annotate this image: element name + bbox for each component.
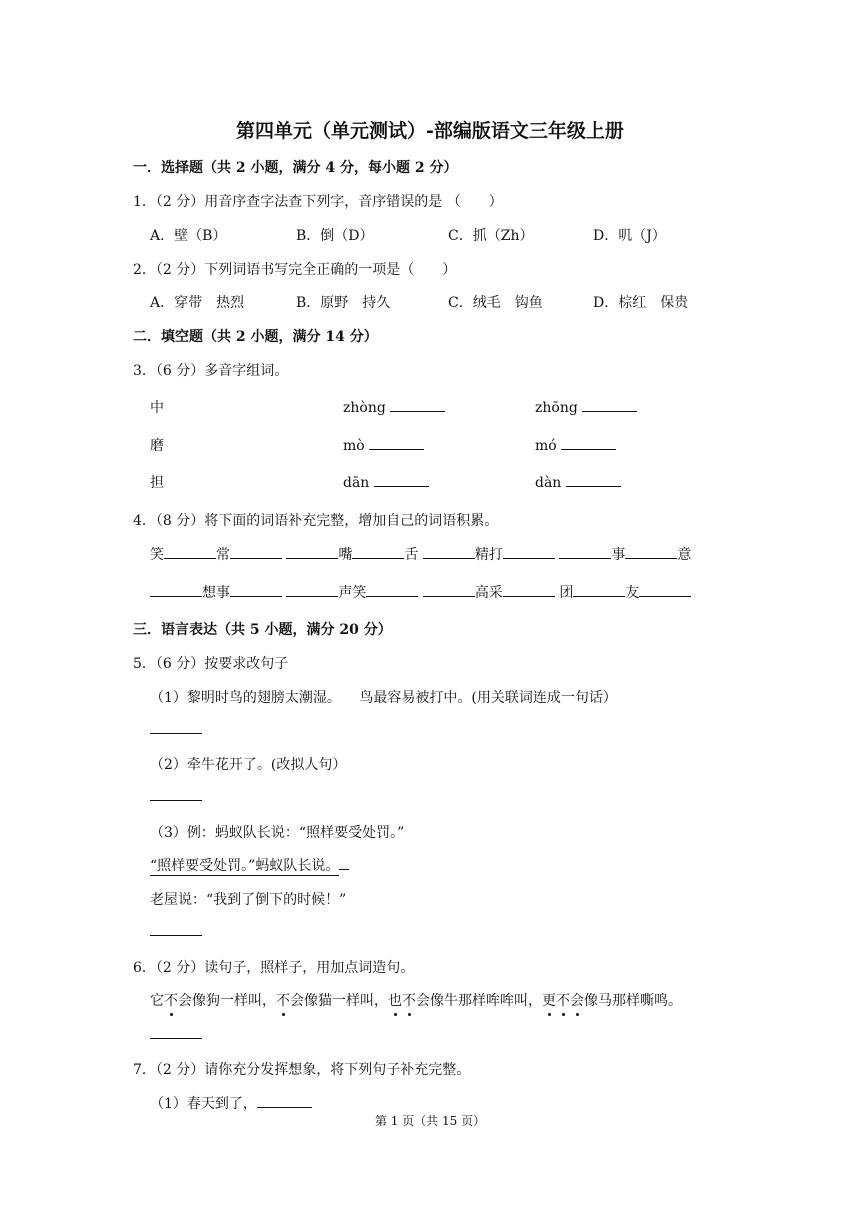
pinyin-label: zhōng [535,400,578,416]
sentence-text: 会像牛那样哞哞叫， [416,993,542,1009]
pinyin-answer-field [343,435,424,454]
question-4-stem: 4．（8 分）将下面的词语补充完整，增加自己的词语积累。 [133,513,499,529]
answer-blank[interactable] [423,582,475,597]
answer-blank[interactable] [150,1024,202,1039]
q5-part-3-example [150,855,349,875]
answer-blank[interactable] [150,786,202,801]
page-footer: 第 1 页（共 15 页） [374,1114,486,1128]
answer-blank[interactable] [164,544,216,559]
pinyin-answer-field [535,472,621,491]
question-3-stem: 3．（6 分）多音字组词。 [133,363,289,379]
idiom-text: 声笑 [338,585,367,601]
answer-blank[interactable] [625,544,677,559]
pinyin-answer-field [343,397,445,416]
idiom-text: 笑 [150,547,164,563]
dotted-word: 也 [388,993,402,1009]
answer-blank[interactable] [150,921,202,936]
answer-blank[interactable] [559,544,611,559]
q2-option-b: B．原野 持久 [296,295,391,311]
dotted-word: 不 [556,993,570,1009]
idiom-text: 精打 [474,547,503,563]
q5-part-2: （2）牵牛花开了。(改拟人句） [150,757,347,773]
pinyin-label: mò [343,438,365,454]
polyphone-char: 担 [150,475,164,491]
q1-option-a: A．壁（B） [150,228,227,244]
question-2-stem: 2．（2 分）下列词语书写完全正确的一项是（ ） [133,262,457,278]
answer-blank[interactable] [286,544,338,559]
answer-blank[interactable] [352,544,404,559]
answer-blank[interactable] [230,582,282,597]
answer-blank[interactable] [230,544,282,559]
answer-blank[interactable] [286,582,338,597]
sentence-text: 它 [150,993,164,1009]
q6-answer [150,1024,202,1043]
q5-part-3-task: 老屋说：“我到了倒下的时候！” [150,892,347,908]
answer-blank[interactable] [561,435,616,450]
idiom-text: 意 [677,547,692,563]
q5-part-3-answer [150,921,202,940]
pinyin-answer-field [535,435,616,454]
q1-option-b: B．倒（D） [296,228,374,244]
sentence-text: 会像狗一样叫， [178,993,276,1009]
pinyin-label: zhòng [343,400,386,416]
answer-blank[interactable] [423,544,475,559]
answer-blank[interactable] [582,397,637,412]
example-answer: “照样要受处罚。”蚂蚁队长说。 [150,858,340,874]
q5-part-1-sentence-b: 鸟最容易被打中。(用关联词连成一句话） [359,690,617,706]
idiom-text: 团 [559,585,574,601]
sentence-text: 会像猫一样叫， [290,993,388,1009]
pinyin-answer-field [535,397,637,416]
underline-tail [339,868,349,870]
idiom-text: 舌 [404,547,419,563]
idiom-text: 高采 [474,585,503,601]
question-1-stem: 1．（2 分）用音序查字法查下列字，音序错误的是 （ ） [133,194,503,210]
question-7-stem: 7．（2 分）请你充分发挥想象，将下列句子补充完整。 [133,1062,471,1078]
idiom-row-1 [150,544,691,564]
answer-blank[interactable] [503,544,555,559]
answer-blank[interactable] [390,397,445,412]
pinyin-answer-field [343,472,429,491]
dotted-word: 会 [570,993,584,1009]
answer-blank[interactable] [257,1093,312,1108]
polyphone-char: 磨 [150,438,164,454]
q5-part-2-answer [150,786,202,805]
question-6-stem: 6．（2 分）读句子，照样子，用加点词造句。 [133,960,415,976]
q1-option-d: D．叽（J） [593,228,666,244]
answer-blank[interactable] [639,582,691,597]
answer-blank[interactable] [150,719,202,734]
sentence-text: 像马那样嘶鸣。 [584,993,682,1009]
idiom-text: 友 [625,585,640,601]
q7-part-1 [150,1093,312,1113]
q5-part-1-answer [150,719,202,738]
section-heading-fill: 二．填空题（共 2 小题，满分 14 分） [133,329,378,345]
dotted-word: 不 [164,993,178,1009]
q2-option-c: C．绒毛 钩鱼 [448,295,543,311]
answer-blank[interactable] [150,582,202,597]
answer-blank[interactable] [573,582,625,597]
section-heading-choice: 一．选择题（共 2 小题，满分 4 分，每小题 2 分） [133,160,458,176]
answer-blank[interactable] [503,582,555,597]
dotted-word: 不 [402,993,416,1009]
q6-example-sentence [150,990,682,1010]
question-5-stem: 5．（6 分）按要求改句子 [133,656,289,672]
q7-part-1-text: （1）春天到了， [150,1096,257,1112]
polyphone-char: 中 [150,400,164,416]
idiom-row-2 [150,582,691,602]
pinyin-label: mó [535,438,557,454]
answer-blank[interactable] [366,582,418,597]
pinyin-label: dān [343,475,370,491]
q5-part-1 [150,687,617,707]
section-heading-expression: 三．语言表达（共 5 小题，满分 20 分） [133,622,392,638]
dotted-word: 不 [276,993,290,1009]
page-title: 第四单元（单元测试）-部编版语文三年级上册 [236,120,624,142]
q2-option-d: D．棕红 保贵 [593,295,689,311]
idiom-text: 事 [611,547,626,563]
pinyin-label: dàn [535,475,562,491]
q5-part-1-sentence-a: （1）黎明时鸟的翅膀太潮湿。 [150,690,341,706]
idiom-text: 想事 [202,585,230,601]
answer-blank[interactable] [566,472,621,487]
q5-part-3: （3）例：蚂蚁队长说：“照样要受处罚。” [150,825,405,841]
answer-blank[interactable] [374,472,429,487]
q2-option-a: A．穿带 热烈 [150,295,245,311]
answer-blank[interactable] [369,435,424,450]
dotted-word: 更 [542,993,556,1009]
idiom-text: 嘴 [338,547,353,563]
idiom-text: 常 [216,547,230,563]
q1-option-c: C．抓（Zh） [448,228,534,244]
